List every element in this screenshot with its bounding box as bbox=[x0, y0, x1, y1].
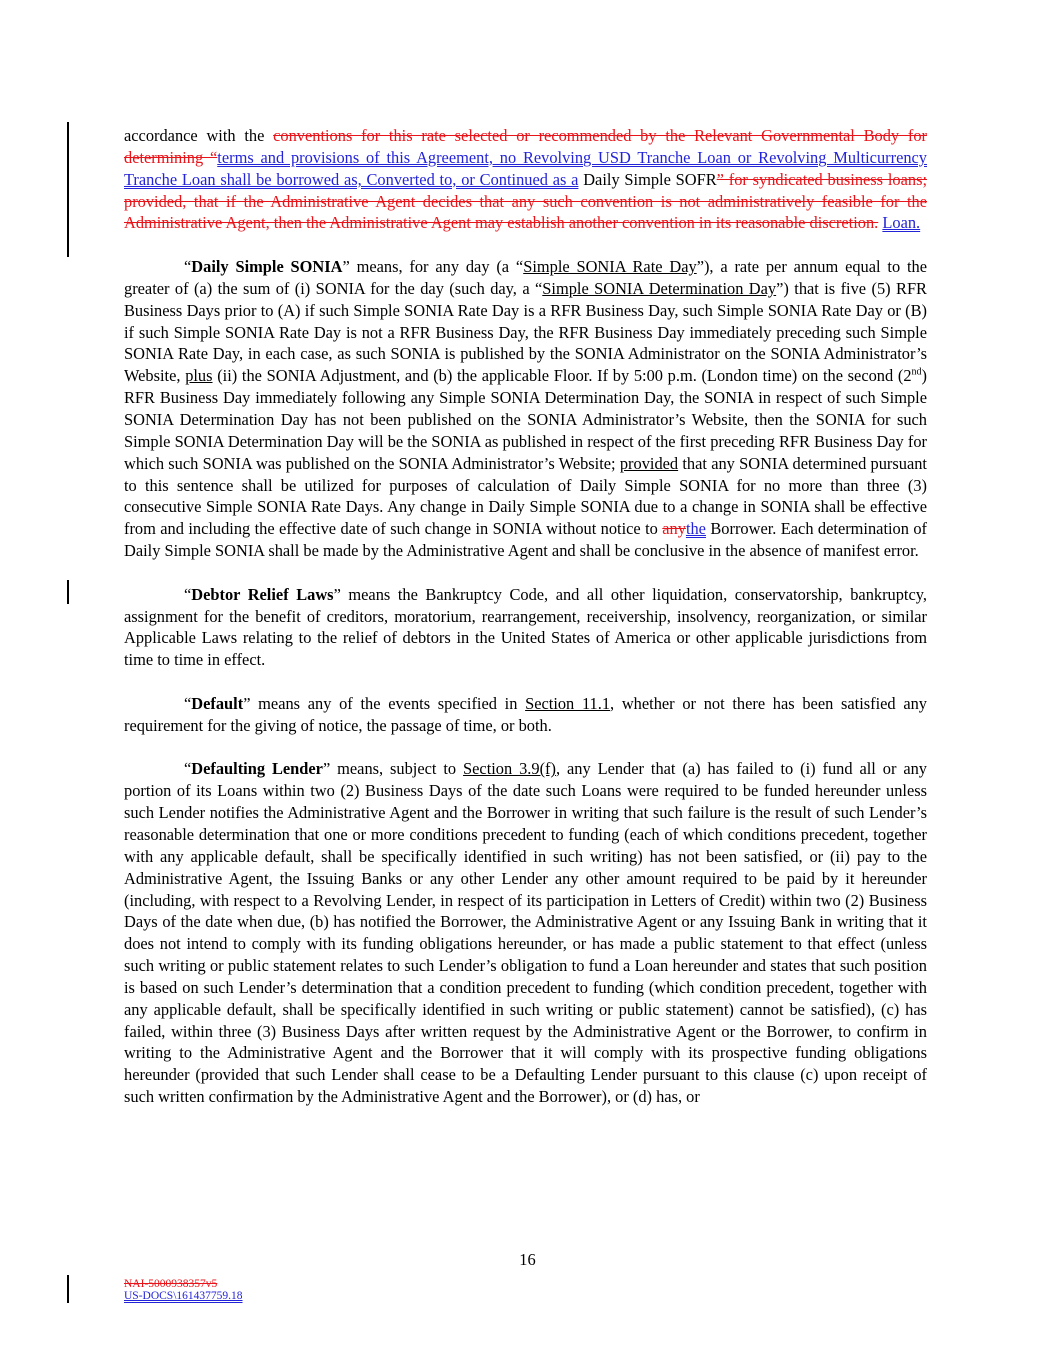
text-run: accordance with the bbox=[124, 126, 274, 145]
text-run: ) RFR Business Day immediately following any Simple SONIA Determination Day, the SONIA in respect of such Simple SONIA Determination Day has not been published on the SONIA Administrator’s Website, then the SONIA for such Simple SONIA Determination Day will be the SONIA as published in respect of the first preceding RFR Business Day for which such SONIA was published on the SONIA Administrator’s Website; bbox=[124, 366, 927, 473]
defined-term: Default bbox=[191, 693, 244, 713]
text-run: (ii) the SONIA Adjustment, and (b) the applicable Floor. If by 5:00 p.m. (London time) on the second (2 bbox=[212, 366, 912, 386]
text-run: that any SONIA determined pursuant to this sentence shall be utilized for purposes of calculation of Daily Simple SONIA for no more than three (3) consecutive Simple SONIA Rate Days. Any change in Daily Simple SONIA due to a change in SONIA shall be effective from and including the effective date of such change in SONIA without notice to bbox=[124, 453, 927, 539]
defined-term: Defaulting Lender bbox=[191, 759, 323, 779]
inserted-doc-id: US-DOCS\161437759.18 bbox=[124, 1290, 243, 1302]
deleted-text: ” for syndicated business loans; provided, that if the Administrative Agent decides that any such convention is not administratively feasible for the Administrative Agent, then the Administrative Agent may establish another convention in its reasonable discretion. bbox=[124, 169, 928, 233]
deleted-text: any bbox=[662, 519, 686, 539]
text-run: ” means any of the events specified in bbox=[243, 693, 526, 713]
text-run: ”) that is five (5) RFR Business Days prior to (A) if such Simple SONIA Rate Day is a RFR Business Day, such Simple SONIA Rate Day or (B) if such Simple SONIA Rate Day is not a RFR Business Day, the RFR Business Day immediately preceding such Simple SONIA Rate Day, in each case, as such SONIA is published by the SONIA Administrator on the SONIA Administrator’s Website, bbox=[124, 278, 927, 386]
text-run: ”), a rate per annum equal to the greater of (a) the sum of (i) SONIA for the day (such day, a “ bbox=[124, 257, 928, 298]
deleted-doc-id: NAI-5000938357v5 bbox=[124, 1278, 218, 1290]
document-body bbox=[124, 125, 927, 1130]
page-number: 16 bbox=[519, 1250, 536, 1269]
underlined-text: Simple SONIA Rate Day bbox=[523, 257, 697, 277]
inserted-text: Loan. bbox=[882, 213, 921, 233]
deleted-text: conventions for this rate selected or recommended by the Relevant Governmental Body for determining “ bbox=[124, 126, 927, 167]
superscript: nd bbox=[911, 366, 922, 378]
definition-paragraph bbox=[124, 584, 927, 671]
underlined-text: plus bbox=[185, 366, 213, 386]
text-run: “ bbox=[184, 693, 192, 713]
underlined-text: Simple SONIA Determination Day bbox=[542, 278, 777, 298]
defined-term: Debtor Relief Laws bbox=[191, 584, 334, 604]
text-run: Borrower. Each determination of Daily Simple SONIA shall be made by the Administrative Agent and shall be conclusive in the absence of manifest error. bbox=[124, 519, 927, 561]
underlined-text: Section 3.9(f) bbox=[463, 759, 556, 779]
text-run: ” means the Bankruptcy Code, and all other liquidation, conservatorship, bankruptcy, assignment for the benefit of creditors, moratorium, rearrangement, receivership, insolvency, reorganization, or similar Applicable Laws relating to the relief of debtors in the United States of America or other applicable jurisdictions from time to time in effect. bbox=[124, 584, 927, 670]
text-run: , any Lender that (a) has failed to (i) fund all or any portion of its Loans within two (2) Business Days of the date such Loans were required to be funded hereunder unless such Lender notifies the Administrative Agent and the Borrower in writing that such failure is the result of such Lender’s reasonable determination that one or more conditions precedent to funding (each of which conditions precedent, together with any applicable default, shall be specifically identified in such writing) has not been satisfied, or (ii) pay to the Administrative Agent, the Issuing Banks or any other Lender any other amount required to be paid by it hereunder (including, with respect to a Revolving Lender, in respect of its participation in Letters of Credit) within two (2) Business Days of the date when due, (b) has notified the Borrower, the Administrative Agent or any Issuing Bank in writing that it does not intend to comply with its funding obligations hereunder, or has made a public statement to that effect (unless such writing or public statement relates to such Lender’s obligation to fund a Loan hereunder and states that such position is based on such Lender’s determination that a condition precedent to funding (which condition precedent, together with any applicable default, shall be specifically identified in such writing or public statement) cannot be satisfied), (c) has failed, within three (3) Business Days after written request by the Administrative Agent or the Borrower, to confirm in writing to the Administrative Agent and the Borrower that it will comply with its prospective funding obligations hereunder (provided that such Lender shall cease to be a Defaulting Lender pursuant to this clause (c) upon receipt of such written confirmation by the Administrative Agent and the Borrower), or (d) has, or bbox=[124, 759, 928, 1107]
definition-paragraph bbox=[124, 125, 927, 234]
change-bar bbox=[67, 580, 69, 604]
underlined-text: provided bbox=[619, 453, 679, 473]
change-bar bbox=[67, 122, 69, 257]
defined-term: Daily Simple SONIA bbox=[191, 257, 343, 277]
footer bbox=[124, 1278, 243, 1302]
inserted-text: the bbox=[685, 519, 706, 539]
text-run: “ bbox=[184, 584, 192, 604]
text-run: , whether or not there has been satisfied any requirement for the giving of notice, the passage of time, or both. bbox=[124, 693, 927, 735]
underlined-text: Section 11.1 bbox=[525, 693, 611, 713]
text-run: “ bbox=[184, 257, 192, 277]
definition-paragraph bbox=[124, 758, 927, 1108]
text-run: “ bbox=[184, 759, 192, 779]
text-run: ” means, for any day (a “ bbox=[342, 257, 524, 277]
definition-paragraph bbox=[124, 256, 927, 562]
text-run: Daily Simple SOFR bbox=[578, 169, 717, 189]
text-run: ” means, subject to bbox=[322, 759, 464, 779]
change-bar bbox=[67, 1275, 69, 1303]
inserted-text: terms and provisions of this Agreement, no Revolving USD Tranche Loan or Revolving Multicurrency Tranche Loan shall be borrowed as, Converted to, or Continued as a bbox=[124, 147, 928, 189]
definition-paragraph bbox=[124, 693, 927, 737]
